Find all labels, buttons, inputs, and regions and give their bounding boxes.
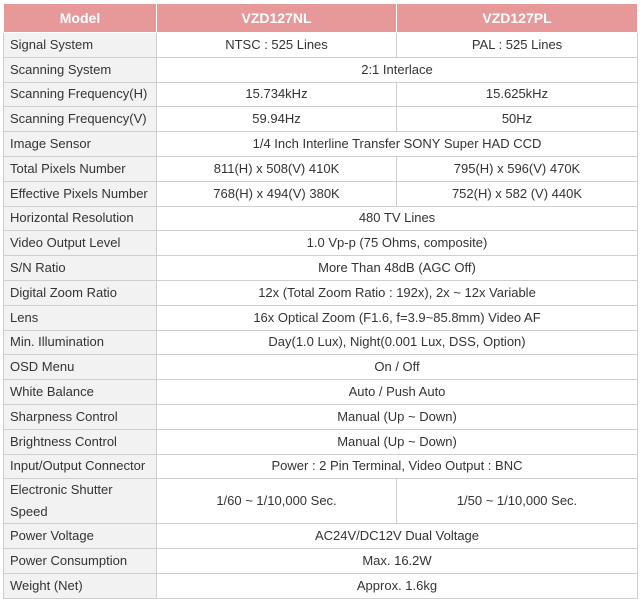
value-shared: Approx. 1.6kg xyxy=(157,573,638,598)
row-signal-system xyxy=(4,33,638,58)
row-min-illumination xyxy=(4,330,638,355)
value-shared: Max. 16.2W xyxy=(157,549,638,574)
row-label: Scanning Frequency(V) xyxy=(4,107,157,132)
row-label: Video Output Level xyxy=(4,231,157,256)
value-shared: 480 TV Lines xyxy=(157,206,638,231)
row-scanning-frequency-h xyxy=(4,82,638,107)
row-label: Image Sensor xyxy=(4,132,157,157)
header-vzd127pl: VZD127PL xyxy=(397,4,638,33)
row-label: White Balance xyxy=(4,380,157,405)
value-nl: 811(H) x 508(V) 410K xyxy=(157,156,397,181)
row-power-consumption xyxy=(4,549,638,574)
row-label: Weight (Net) xyxy=(4,573,157,598)
row-horizontal-resolution xyxy=(4,206,638,231)
value-shared: More Than 48dB (AGC Off) xyxy=(157,256,638,281)
value-pl: PAL : 525 Lines xyxy=(397,33,638,58)
row-scanning-system xyxy=(4,57,638,82)
value-shared: 2:1 Interlace xyxy=(157,57,638,82)
value-pl: 50Hz xyxy=(397,107,638,132)
row-label: Signal System xyxy=(4,33,157,58)
row-total-pixels xyxy=(4,156,638,181)
value-pl: 752(H) x 582 (V) 440K xyxy=(397,181,638,206)
row-scanning-frequency-v xyxy=(4,107,638,132)
row-label: Total Pixels Number xyxy=(4,156,157,181)
row-label: OSD Menu xyxy=(4,355,157,380)
value-shared: Manual (Up ~ Down) xyxy=(157,404,638,429)
value-shared: Auto / Push Auto xyxy=(157,380,638,405)
header-vzd127nl: VZD127NL xyxy=(157,4,397,33)
value-pl: 1/50 ~ 1/10,000 Sec. xyxy=(397,479,638,524)
value-pl: 15.625kHz xyxy=(397,82,638,107)
row-label: Digital Zoom Ratio xyxy=(4,280,157,305)
row-label: Sharpness Control xyxy=(4,404,157,429)
value-pl: 795(H) x 596(V) 470K xyxy=(397,156,638,181)
spec-table xyxy=(3,3,638,599)
value-nl: NTSC : 525 Lines xyxy=(157,33,397,58)
row-label: Effective Pixels Number xyxy=(4,181,157,206)
header-row xyxy=(4,4,638,33)
row-white-balance xyxy=(4,380,638,405)
row-image-sensor xyxy=(4,132,638,157)
value-shared: 1/4 Inch Interline Transfer SONY Super HAD CCD xyxy=(157,132,638,157)
value-nl: 768(H) x 494(V) 380K xyxy=(157,181,397,206)
row-label: Power Consumption xyxy=(4,549,157,574)
header-model: Model xyxy=(4,4,157,33)
row-osd-menu xyxy=(4,355,638,380)
value-shared: 16x Optical Zoom (F1.6, f=3.9~85.8mm) Video AF xyxy=(157,305,638,330)
row-power-voltage xyxy=(4,524,638,549)
row-label: Min. Illumination xyxy=(4,330,157,355)
row-label: S/N Ratio xyxy=(4,256,157,281)
row-digital-zoom xyxy=(4,280,638,305)
row-label: Input/Output Connector xyxy=(4,454,157,479)
value-shared: 1.0 Vp-p (75 Ohms, composite) xyxy=(157,231,638,256)
row-label: Power Voltage xyxy=(4,524,157,549)
value-shared: On / Off xyxy=(157,355,638,380)
row-electronic-shutter xyxy=(4,479,638,524)
row-label: Scanning Frequency(H) xyxy=(4,82,157,107)
value-shared: Power : 2 Pin Terminal, Video Output : BNC xyxy=(157,454,638,479)
value-nl: 1/60 ~ 1/10,000 Sec. xyxy=(157,479,397,524)
row-lens xyxy=(4,305,638,330)
row-video-output-level xyxy=(4,231,638,256)
row-label: Lens xyxy=(4,305,157,330)
row-sharpness-control xyxy=(4,404,638,429)
row-label: Scanning System xyxy=(4,57,157,82)
value-shared: Manual (Up ~ Down) xyxy=(157,429,638,454)
row-weight xyxy=(4,573,638,598)
value-shared: Day(1.0 Lux), Night(0.001 Lux, DSS, Option) xyxy=(157,330,638,355)
value-nl: 15.734kHz xyxy=(157,82,397,107)
row-label: Electronic Shutter Speed xyxy=(4,479,157,524)
row-label: Horizontal Resolution xyxy=(4,206,157,231)
row-io-connector xyxy=(4,454,638,479)
value-shared: AC24V/DC12V Dual Voltage xyxy=(157,524,638,549)
row-brightness-control xyxy=(4,429,638,454)
row-effective-pixels xyxy=(4,181,638,206)
value-nl: 59.94Hz xyxy=(157,107,397,132)
value-shared: 12x (Total Zoom Ratio : 192x), 2x ~ 12x Variable xyxy=(157,280,638,305)
row-sn-ratio xyxy=(4,256,638,281)
row-label: Brightness Control xyxy=(4,429,157,454)
